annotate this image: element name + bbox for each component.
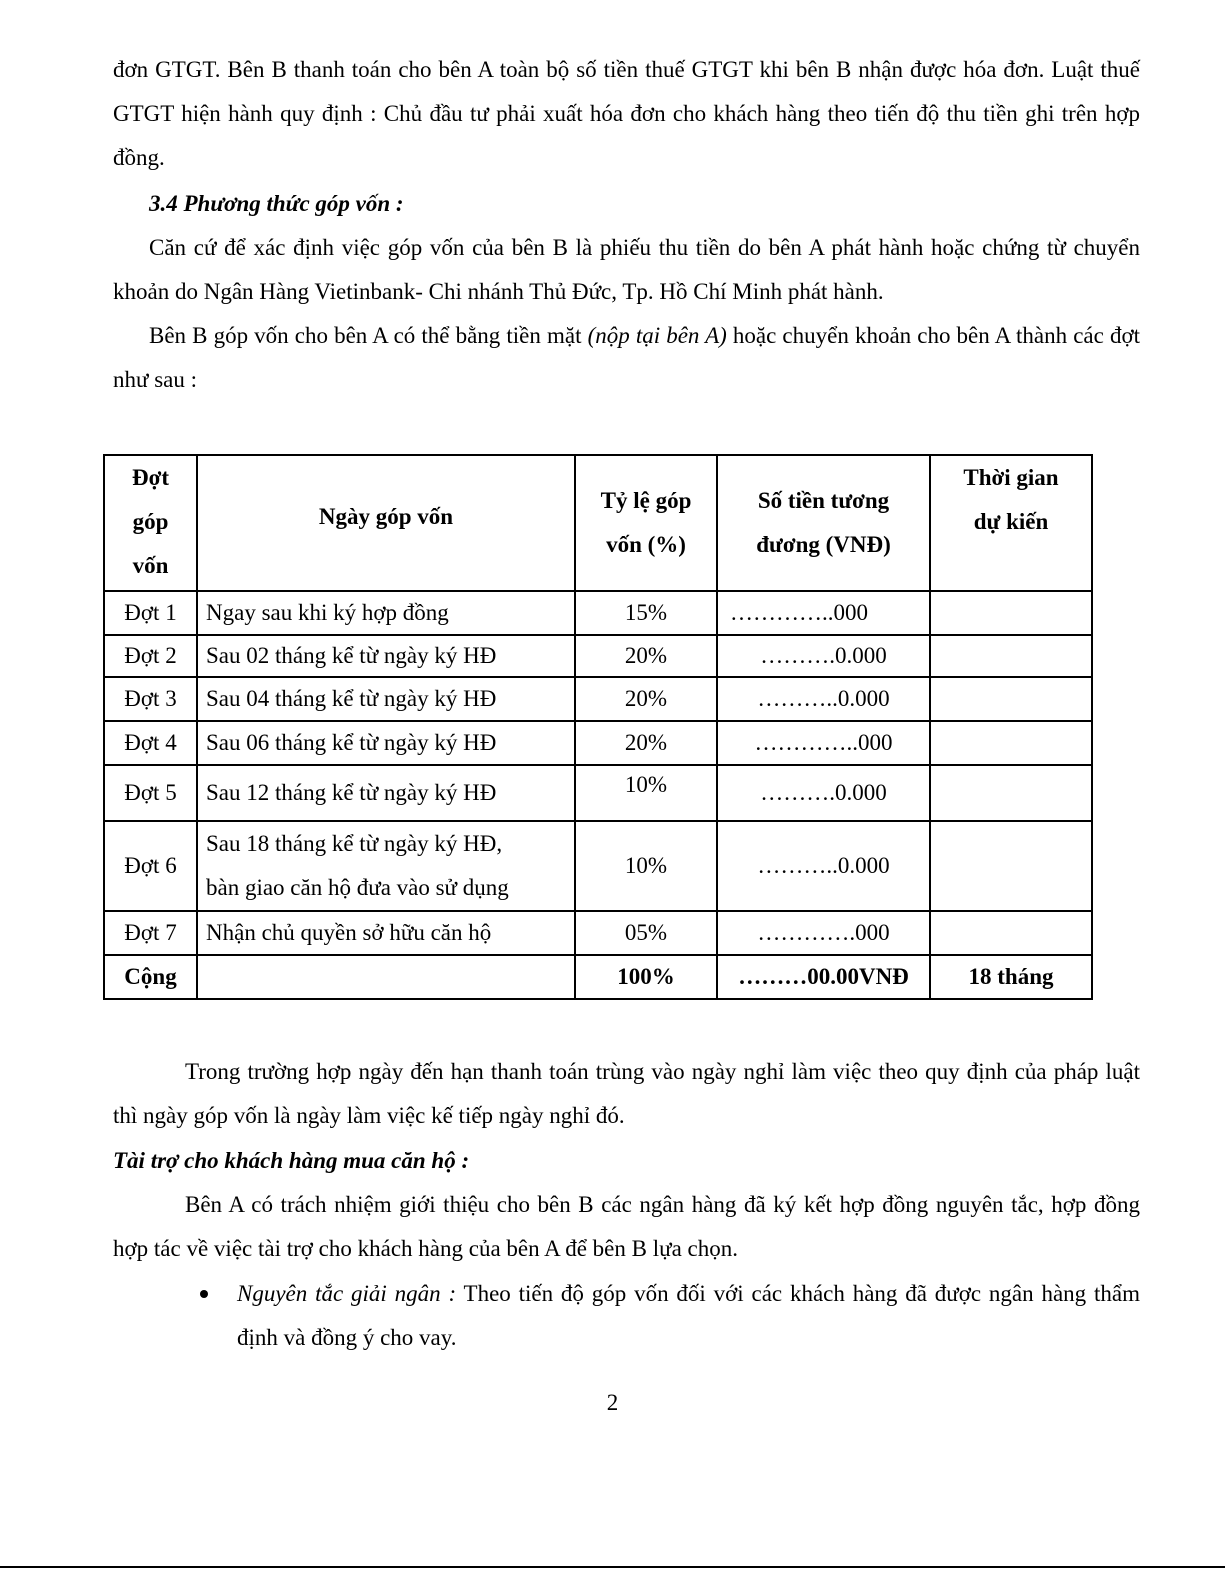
intro-paragraph: đơn GTGT. Bên B thanh toán cho bên A toàn bộ số tiền thuế GTGT khi bên B nhận được hóa đơn. Luật thuế GTGT hiện hành quy định : Chủ đầu tư phải xuất hóa đơn cho khách hàng theo tiến độ thu tiền ghi trên hợp đồng. [113,57,1140,170]
amount-cell: …………..000 [717,591,930,635]
basis-paragraph: Căn cứ để xác định việc góp vốn của bên B là phiếu thu tiền do bên A phát hành hoặc chứng từ chuyển khoản do Ngân Hàng Vietinbank- Chi nhánh Thủ Đức, Tp. Hồ Chí Minh phát hành. [113,235,1140,304]
date-line-1: Sau 18 tháng kể từ ngày ký HĐ, [206,831,503,856]
stage-cell: Đợt 4 [104,721,197,765]
section-heading-3-4: 3.4 Phương thức góp vốn : [149,191,404,216]
rate-cell: 10% [575,765,717,821]
financing-paragraph: Bên A có trách nhiệm giới thiệu cho bên B các ngân hàng đã ký kết hợp đồng nguyên tắc, hợp đồng hợp tác về việc tài trợ cho khách hàng của bên A để bên B lựa chọn. [113,1192,1140,1261]
total-label: Cộng [104,955,197,999]
bullet-icon [200,1290,208,1298]
amount-cell: ……….0.000 [717,765,930,821]
payment-method-note: (nộp tại bên A) [587,323,727,348]
date-cell: Nhận chủ quyền sở hữu căn hộ [197,911,575,955]
amount-cell: ………..0.000 [717,821,930,911]
date-cell: Sau 04 tháng kể từ ngày ký HĐ [197,677,575,721]
stage-cell: Đợt 6 [104,821,197,911]
total-rate: 100% [575,955,717,999]
payment-schedule-table [103,454,1093,1000]
payment-method-paragraph [113,314,1140,402]
rate-cell: 15% [575,591,717,635]
stage-cell: Đợt 3 [104,677,197,721]
table-row [104,721,1092,765]
date-cell [197,821,575,911]
time-cell [930,821,1092,911]
table-row [104,821,1092,911]
rate-cell: 20% [575,677,717,721]
rate-cell: 05% [575,911,717,955]
payment-method-text-end: hoặc chuyển khoản cho bên A thành các đợt như sau : [113,323,1141,392]
rate-cell: 20% [575,721,717,765]
time-cell [930,635,1092,677]
total-date-cell [197,955,575,999]
table-row [104,591,1092,635]
table-header-row [104,455,1092,591]
time-cell [930,677,1092,721]
table-row [104,765,1092,821]
rate-cell: 10% [575,821,717,911]
date-cell: Ngay sau khi ký hợp đồng [197,591,575,635]
total-time: 18 tháng [930,955,1092,999]
table-row [104,911,1092,955]
stage-cell: Đợt 1 [104,591,197,635]
date-line-2: bàn giao căn hộ đưa vào sử dụng [206,875,509,900]
bullet-label: Nguyên tắc giải ngân : [237,1281,457,1306]
bottom-rule [0,1566,1225,1568]
stage-cell: Đợt 2 [104,635,197,677]
stage-cell: Đợt 7 [104,911,197,955]
time-cell [930,911,1092,955]
rate-cell: 20% [575,635,717,677]
date-cell: Sau 12 tháng kể từ ngày ký HĐ [197,765,575,821]
amount-cell: ……….0.000 [717,635,930,677]
header-amount: Số tiền tương đương (VNĐ) [717,455,930,591]
header-time: Thời gian dự kiến [930,455,1092,591]
table-row [104,635,1092,677]
time-cell [930,591,1092,635]
date-cell: Sau 02 tháng kể từ ngày ký HĐ [197,635,575,677]
bullet-body: Theo tiến độ góp vốn đối với các khách hàng đã được ngân hàng thẩm định và đồng ý cho vay. [237,1281,1140,1350]
table-total-row [104,955,1092,999]
total-amount: ………00.00VNĐ [717,955,930,999]
page-number: 2 [606,1390,619,1415]
header-date: Ngày góp vốn [197,455,575,591]
amount-cell: ………….000 [717,911,930,955]
table-row [104,677,1092,721]
due-date-paragraph: Trong trường hợp ngày đến hạn thanh toán trùng vào ngày nghỉ làm việc theo quy định của pháp luật thì ngày góp vốn là ngày làm việc kế tiếp ngày nghỉ đó. [113,1059,1140,1128]
amount-cell: …………..000 [717,721,930,765]
date-cell: Sau 06 tháng kể từ ngày ký HĐ [197,721,575,765]
time-cell [930,721,1092,765]
payment-method-text: Bên B góp vốn cho bên A có thể bằng tiền mặt [149,323,588,348]
bullet-text [237,1272,1140,1360]
financing-heading: Tài trợ cho khách hàng mua căn hộ : [113,1148,470,1173]
stage-cell: Đợt 5 [104,765,197,821]
header-rate: Tỷ lệ góp vốn (%) [575,455,717,591]
time-cell [930,765,1092,821]
header-stage: Đợt góp vốn [104,455,197,591]
amount-cell: ………..0.000 [717,677,930,721]
